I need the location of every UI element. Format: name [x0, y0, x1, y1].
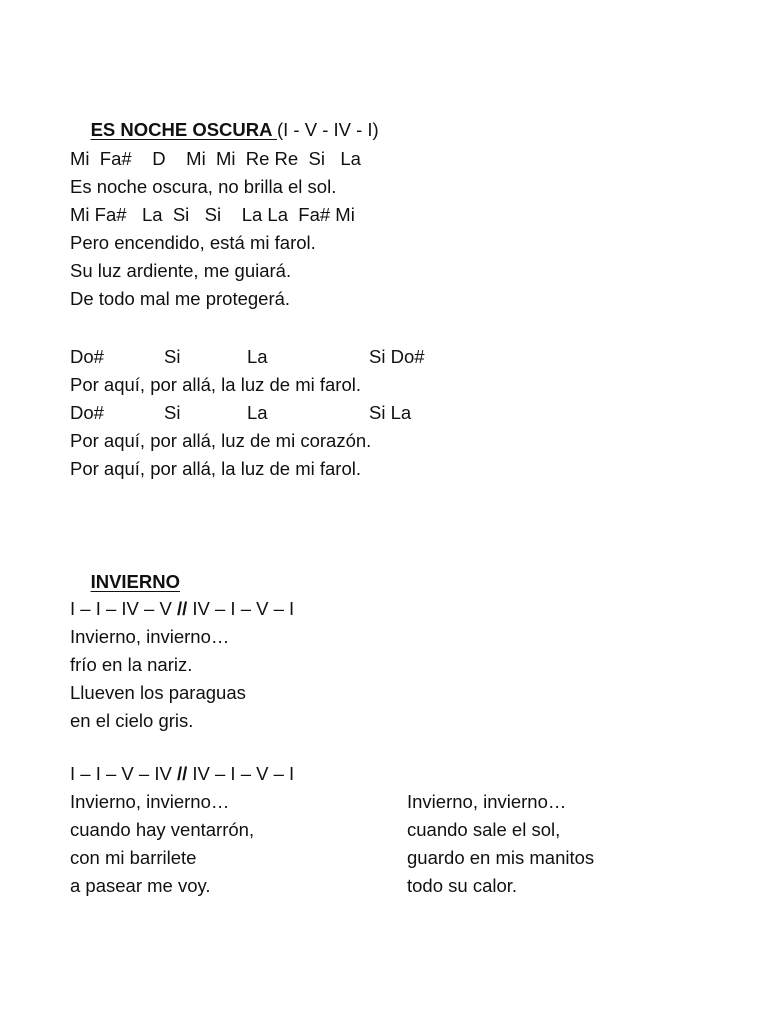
- song2-verse1-line: frío en la nariz.: [70, 654, 193, 675]
- chord: La: [247, 402, 268, 423]
- chord: Si: [164, 402, 181, 423]
- song2-title: INVIERNO: [90, 571, 180, 592]
- song1-lyric-3: Su luz ardiente, me guiará.: [70, 260, 292, 281]
- progression-part: I – I – IV – V: [70, 598, 177, 619]
- chord: Do#: [70, 402, 104, 423]
- song2-verse2-left-line: con mi barrilete: [70, 847, 197, 868]
- progression-part: IV – I – V – I: [187, 763, 295, 784]
- song2-verse2-left-line: Invierno, invierno…: [70, 791, 230, 812]
- chord: Si Do#: [369, 346, 425, 367]
- progression-part: I – I – V – IV: [70, 763, 177, 784]
- progression-part: IV – I – V – I: [187, 598, 295, 619]
- song2-verse1-line: Invierno, invierno…: [70, 626, 230, 647]
- song1-lyric-4: De todo mal me protegerá.: [70, 288, 291, 309]
- song2-verse1-line: en el cielo gris.: [70, 710, 194, 731]
- song1-title: ES NOCHE OSCURA: [90, 119, 277, 140]
- progression-separator: //: [176, 763, 188, 784]
- chord: Si: [164, 346, 181, 367]
- song2-verse2-right-line: cuando sale el sol,: [407, 819, 561, 840]
- progression-separator: //: [176, 598, 188, 619]
- song1-lyric-1: Es noche oscura, no brilla el sol.: [70, 176, 337, 197]
- song2-verse2-right-line: Invierno, invierno…: [407, 791, 567, 812]
- song1-chorus-lyric-3: Por aquí, por allá, la luz de mi farol.: [70, 458, 362, 479]
- song2-verse2-left-line: a pasear me voy.: [70, 875, 211, 896]
- song1-chords-1: Mi Fa# D Mi Mi Re Re Si La: [70, 148, 361, 169]
- song1-progression: (I - V - IV - I): [276, 119, 379, 140]
- song1-chords-2: Mi Fa# La Si Si La La Fa# Mi: [70, 204, 355, 225]
- song2-verse1-line: Llueven los paraguas: [70, 682, 246, 703]
- song2-verse2-right-line: guardo en mis manitos: [407, 847, 595, 868]
- chord: Si La: [369, 402, 412, 423]
- song2-verse2-right-line: todo su calor.: [407, 875, 518, 896]
- song1-lyric-2: Pero encendido, está mi farol.: [70, 232, 316, 253]
- chord: Do#: [70, 346, 104, 367]
- song1-chorus-lyric-1: Por aquí, por allá, la luz de mi farol.: [70, 374, 362, 395]
- song2-progression-2: [70, 760, 294, 788]
- song2-verse2-left-line: cuando hay ventarrón,: [70, 819, 255, 840]
- song2-progression-1: [70, 595, 294, 623]
- song1-chorus-lyric-2: Por aquí, por allá, luz de mi corazón.: [70, 430, 372, 451]
- chord: La: [247, 346, 268, 367]
